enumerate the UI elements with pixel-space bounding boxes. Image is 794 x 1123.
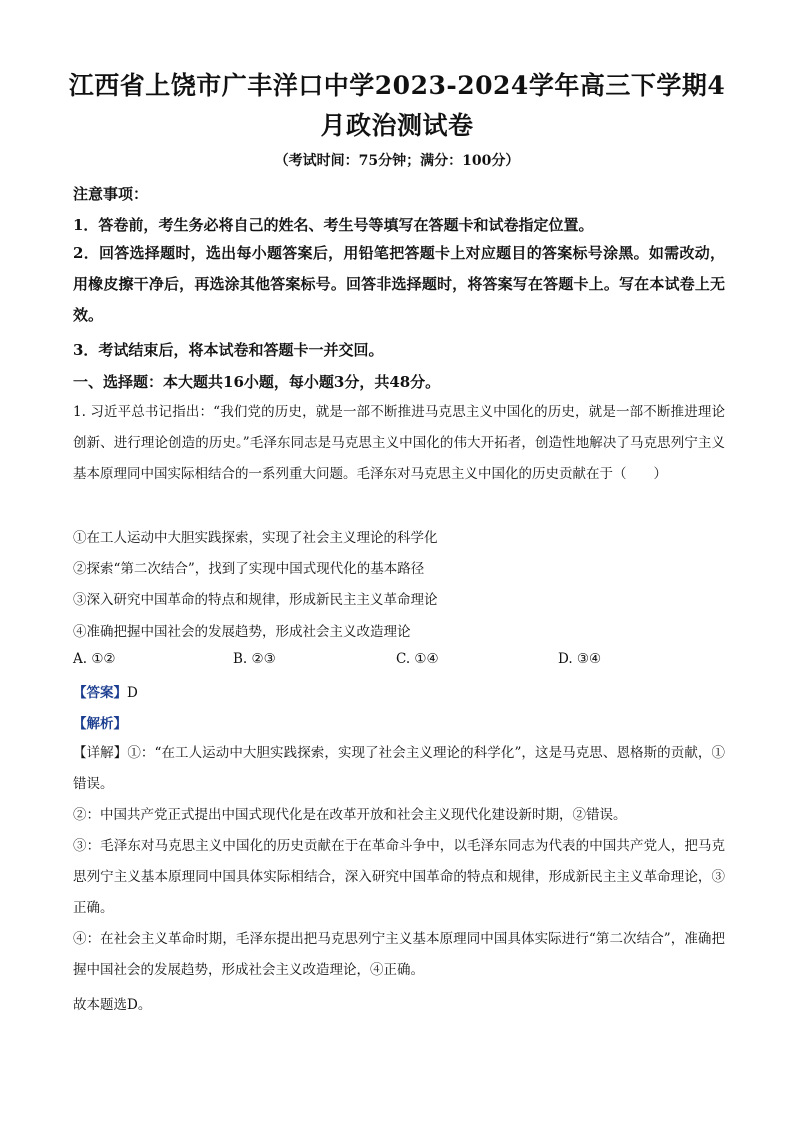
statement-4: ④准确把握中国社会的发展趋势，形成社会主义改造理论 (73, 624, 411, 640)
notice-item-3: 3．考试结束后，将本试卷和答题卡一并交回。 (73, 341, 384, 359)
conclusion: 故本题选D。 (73, 997, 152, 1013)
statement-3: ③深入研究中国革命的特点和规律，形成新民主主义革命理论 (73, 592, 438, 608)
exam-time-info: （考试时间：75分钟；满分：100分） (274, 153, 520, 169)
answer-line (73, 681, 138, 701)
detail-2: ②：中国共产党正式提出中国式现代化是在改革开放和社会主义现代化建设新时期，②错误。 (73, 807, 627, 823)
answer-label: 【答案】 (73, 685, 127, 701)
analysis-line (73, 712, 127, 733)
option-a: A. ①② (73, 651, 116, 667)
detail-1 (73, 738, 725, 800)
exam-title: 江西省上饶市广丰洋口中学2023-2024学年高三下学期4月政治测试卷 (68, 71, 726, 140)
question-1-stem: 1. 习近平总书记指出：“我们党的历史，就是一部不断推进马克思主义中国化的历史，就是一部不断推进理论创新、进行理论创造的历史。”毛泽东同志是马克思主义中国化的伟大开拓者，创造性地解决了马克思列宁主义基本原理同中国实际相结合的一系列重大问题。毛泽东对马克思主义中国化的历史贡献在于（ ） (73, 404, 725, 482)
option-d: D. ③④ (558, 651, 602, 667)
analysis-label: 【解析】 (73, 716, 127, 732)
detail-4: ④：在社会主义革命时期，毛泽东提出把马克思列宁主义基本原理同中国具体实际进行“第二次结合”，准确把握中国社会的发展趋势，形成社会主义改造理论，④正确。 (73, 931, 725, 978)
detail-label: 【详解】 (73, 745, 128, 761)
notice-item-2: 2．回答选择题时，选出每小题答案后，用铅笔把答题卡上对应题目的答案标号涂黑。如需改动，用橡皮擦干净后，再选涂其他答案标号。回答非选择题时，将答案写在答题卡上。写在本试卷上无效。 (73, 244, 725, 324)
option-c: C. ①④ (396, 651, 439, 667)
statement-1: ①在工人运动中大胆实践探索，实现了社会主义理论的科学化 (73, 530, 438, 546)
notice-item-1: 1．答卷前，考生务必将自己的姓名、考生号等填写在答题卡和试卷指定位置。 (73, 216, 594, 234)
detail-1-text: ①：“在工人运动中大胆实践探索，实现了社会主义理论的科学化”，这是马克思、恩格斯的贡献，①错误。 (73, 745, 725, 792)
detail-3: ③：毛泽东对马克思主义中国化的历史贡献在于在革命斗争中，以毛泽东同志为代表的中国共产党人，把马克思列宁主义基本原理同中国具体实际相结合，深入研究中国革命的特点和规律，形成新民主主义革命理论，③正确。 (73, 838, 725, 916)
option-b: B. ②③ (233, 651, 276, 667)
notice-heading: 注意事项： (73, 185, 149, 203)
statement-2: ②探索“第二次结合”，找到了实现中国式现代化的基本路径 (73, 561, 425, 577)
answer-value: D (127, 685, 138, 701)
section-heading: 一、选择题：本大题共16小题，每小题3分，共48分。 (73, 373, 441, 391)
